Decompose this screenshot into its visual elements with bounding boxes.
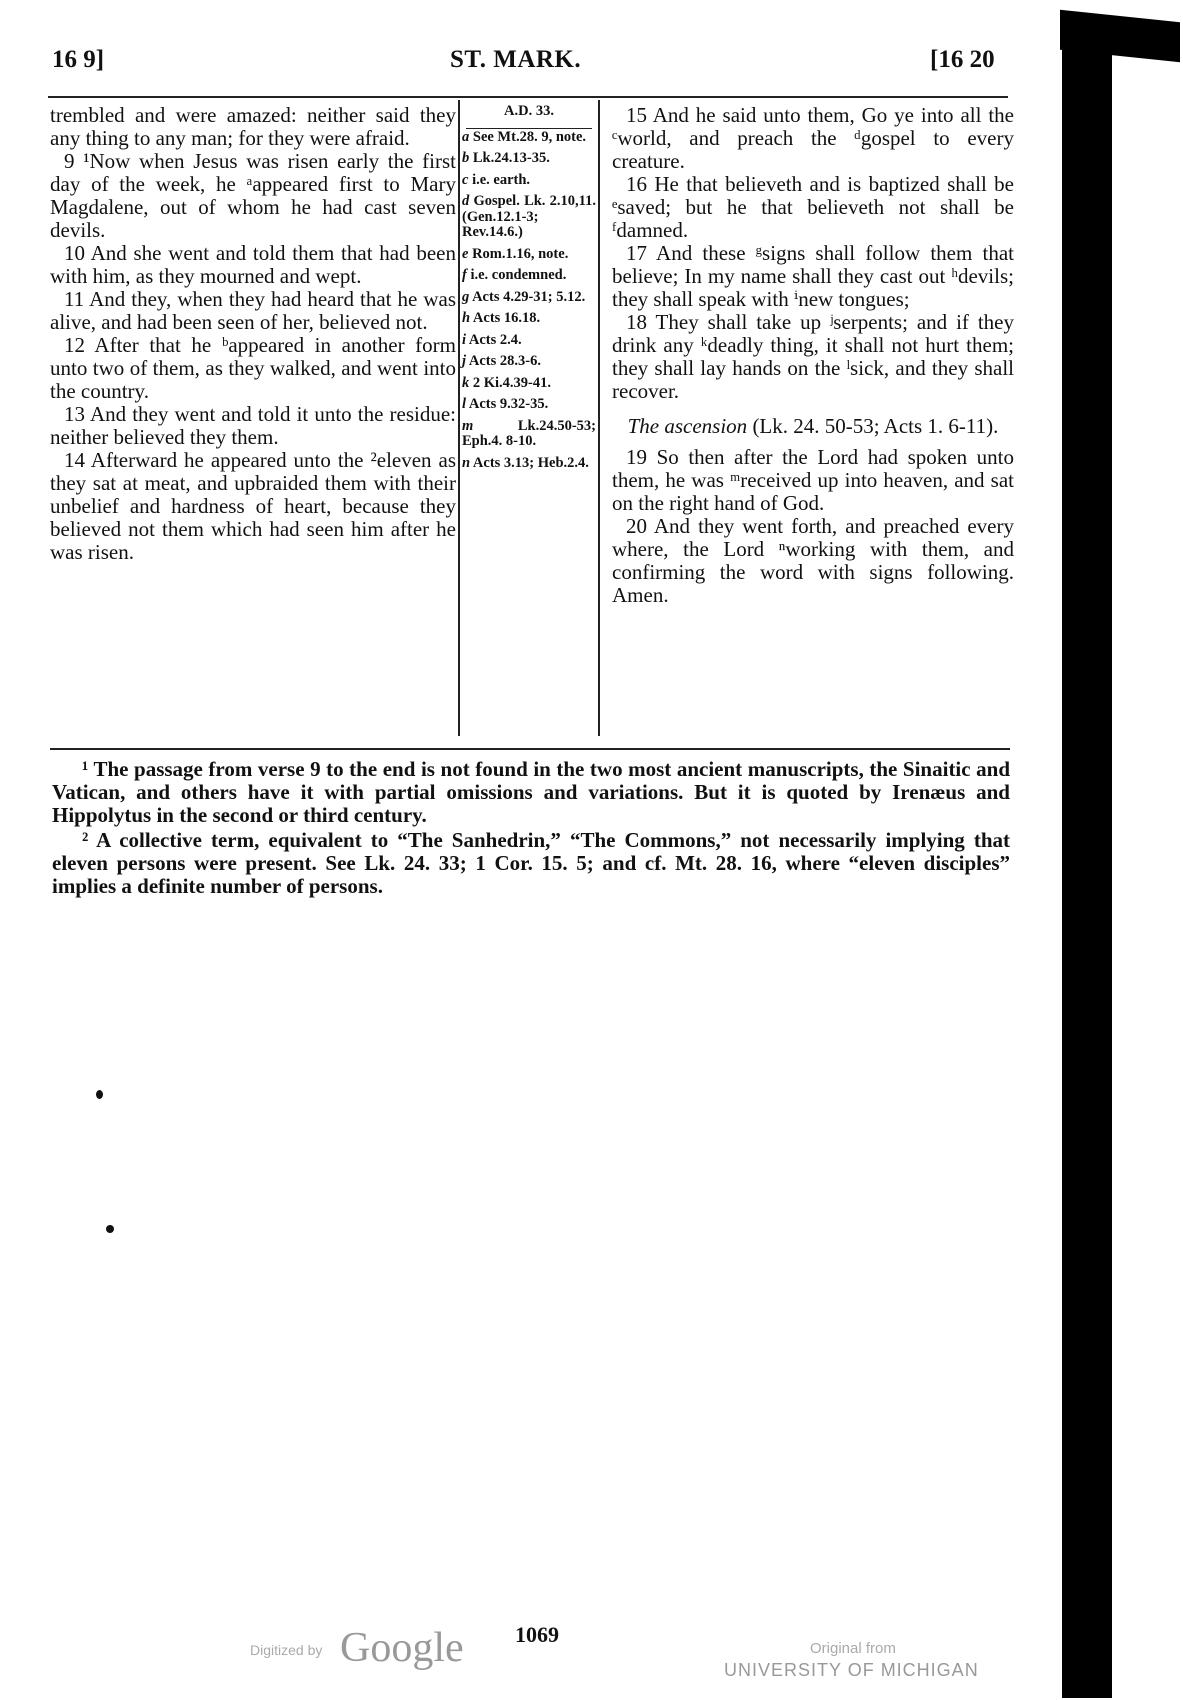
verse-18: 18 They shall take up ʲserpents; and if they drink any ᵏdeadly thing, it shall not hurt them; they shall lay hands on the ˡsick, and they shall recover.: [612, 310, 1014, 403]
ref-letter: l: [462, 396, 467, 412]
left-column: [50, 104, 456, 564]
margin-ref-k: [462, 376, 596, 392]
ref-letter: h: [462, 310, 471, 326]
verse-11: 11 And they, when they had heard that he was alive, and had been seen of her, believed not.: [50, 287, 456, 334]
verse-16: 16 He that believeth and is baptized shall be ᵉsaved; but he that believeth not shall be ᶠdamned.: [612, 172, 1014, 242]
ref-letter: g: [462, 288, 470, 305]
heading-title: The ascension: [627, 414, 748, 438]
original-from-label: Original from: [810, 1640, 896, 1657]
ref-text: See Mt.28. 9, note.: [472, 128, 587, 145]
footnotes: [52, 758, 1010, 900]
running-head-right: [16 20: [930, 46, 995, 73]
verse-12: 12 After that he ᵇappeared in another form unto two of them, as they walked, and went into the country.: [50, 333, 456, 403]
verse-20: 20 And they went forth, and preached every where, the Lord ⁿworking with them, and confirming the word with signs following. Amen.: [612, 514, 1014, 607]
heading-reference: (Lk. 24. 50-53; Acts 1. 6-11).: [752, 414, 999, 438]
ref-letter: b: [462, 150, 470, 166]
verse-15: 15 And he said unto them, Go ye into all the ᶜworld, and preach the ᵈgospel to every creature.: [612, 103, 1014, 173]
ref-letter: j: [462, 353, 467, 369]
ref-text: Acts 28.3-6.: [468, 353, 541, 369]
margin-ref-d: [462, 194, 596, 241]
margin-ref-f: [462, 268, 596, 284]
scan-speck: [106, 1225, 114, 1233]
ref-text: Acts 16.18.: [472, 310, 541, 326]
margin-ref-c: [462, 173, 596, 189]
header-rule: [48, 96, 1008, 98]
ref-text: Acts 2.4.: [468, 331, 522, 348]
ref-letter: e: [462, 245, 469, 262]
ref-letter: k: [462, 374, 470, 391]
ref-text: Lk.24.13-35.: [472, 150, 550, 166]
verse-text: trembled and were amazed: neither said they any thing to any man; for they were afraid.: [50, 103, 456, 150]
margin-ref-i: [462, 333, 596, 349]
footnote-rule: [50, 748, 1010, 750]
verse-17: 17 And these ᵍsigns shall follow them that believe; In my name shall they cast out ʰdevils; they shall speak with ⁱnew tongues;: [612, 241, 1014, 311]
ref-text: Acts 9.32-35.: [468, 396, 549, 412]
margin-ref-h: [462, 311, 596, 327]
google-logo: Google: [340, 1625, 464, 1671]
ref-letter: i: [462, 331, 467, 348]
ref-text: Rom.1.16, note.: [472, 245, 569, 262]
margin-ref-j: [462, 354, 596, 370]
margin-ref-n: [462, 456, 596, 472]
ref-text: i.e. condemned.: [470, 267, 567, 283]
verse-10: 10 And she went and told them that had been with him, as they mourned and wept.: [50, 241, 456, 288]
ref-letter: d: [462, 193, 470, 209]
margin-ref-e: [462, 247, 596, 263]
margin-ref-g: [462, 290, 596, 306]
institution-label: UNIVERSITY OF MICHIGAN: [724, 1660, 979, 1680]
footnote-1: ¹ The passage from verse 9 to the end is not found in the two most ancient manuscripts, the Sinaitic and Vatican, and others have it with partial omissions and variations. But it is quoted by Irenæus and Hippolytus in the second or third century.: [52, 757, 1010, 827]
column-rule-right: [598, 100, 600, 736]
page-title: ST. MARK.: [450, 46, 582, 73]
margin-ref-a: [462, 130, 596, 146]
ref-text: Acts 4.29-31; 5.12.: [472, 288, 586, 305]
right-column: [612, 104, 1014, 607]
verse-19: 19 So then after the Lord had spoken unto them, he was ᵐreceived up into heaven, and sat on the right hand of God.: [612, 445, 1014, 515]
verse-14: 14 Afterward he appeared unto the ²eleven as they sat at meat, and upbraided them with their unbelief and hardness of heart, because they believed not them which had seen him after he was risen.: [50, 448, 456, 564]
ref-letter: a: [462, 128, 470, 145]
margin-ref-b: [462, 151, 596, 167]
ref-letter: f: [462, 267, 467, 283]
verse-13: 13 And they went and told it unto the residue: neither believed they them.: [50, 402, 456, 449]
scan-edge-bar: [1062, 18, 1112, 1698]
ref-letter: m: [462, 417, 474, 434]
ref-letter: c: [462, 171, 469, 188]
running-head-left: 16 9]: [52, 46, 105, 73]
page-number: 1069: [515, 1622, 559, 1647]
ref-letter: n: [462, 454, 471, 471]
margin-ref-l: [462, 397, 596, 413]
footnote-2: ² A collective term, equivalent to “The Sanhedrin,” “The Commons,” not necessarily implying that eleven persons were present. See Lk. 24. 33; 1 Cor. 15. 5; and cf. Mt. 28. 16, where “eleven disciples” implies a definite number of persons.: [52, 828, 1010, 898]
date-label: A.D. 33.: [504, 103, 554, 119]
scan-speck: [96, 1090, 103, 1099]
ref-text: i.e. earth.: [472, 171, 531, 188]
verse-9: 9 ¹Now when Jesus was risen early the first day of the week, he ᵃappeared first to Mary Magdalene, out of whom he had cast seven devils.: [50, 149, 456, 242]
ref-text: Acts 3.13; Heb.2.4.: [472, 454, 589, 471]
ref-text: 2 Ki.4.39-41.: [472, 374, 552, 391]
section-heading: [612, 415, 1014, 438]
ref-text: Lk.24.50-53; Eph.4. 8-10.: [462, 417, 596, 449]
margin-references: [462, 104, 596, 477]
ref-text: Gospel. Lk. 2.10,11. (Gen.12.1-3; Rev.14.6.): [462, 193, 597, 240]
digitized-by-label: Digitized by: [250, 1642, 323, 1658]
column-rule-left: [458, 100, 460, 736]
margin-ref-m: [462, 419, 596, 450]
